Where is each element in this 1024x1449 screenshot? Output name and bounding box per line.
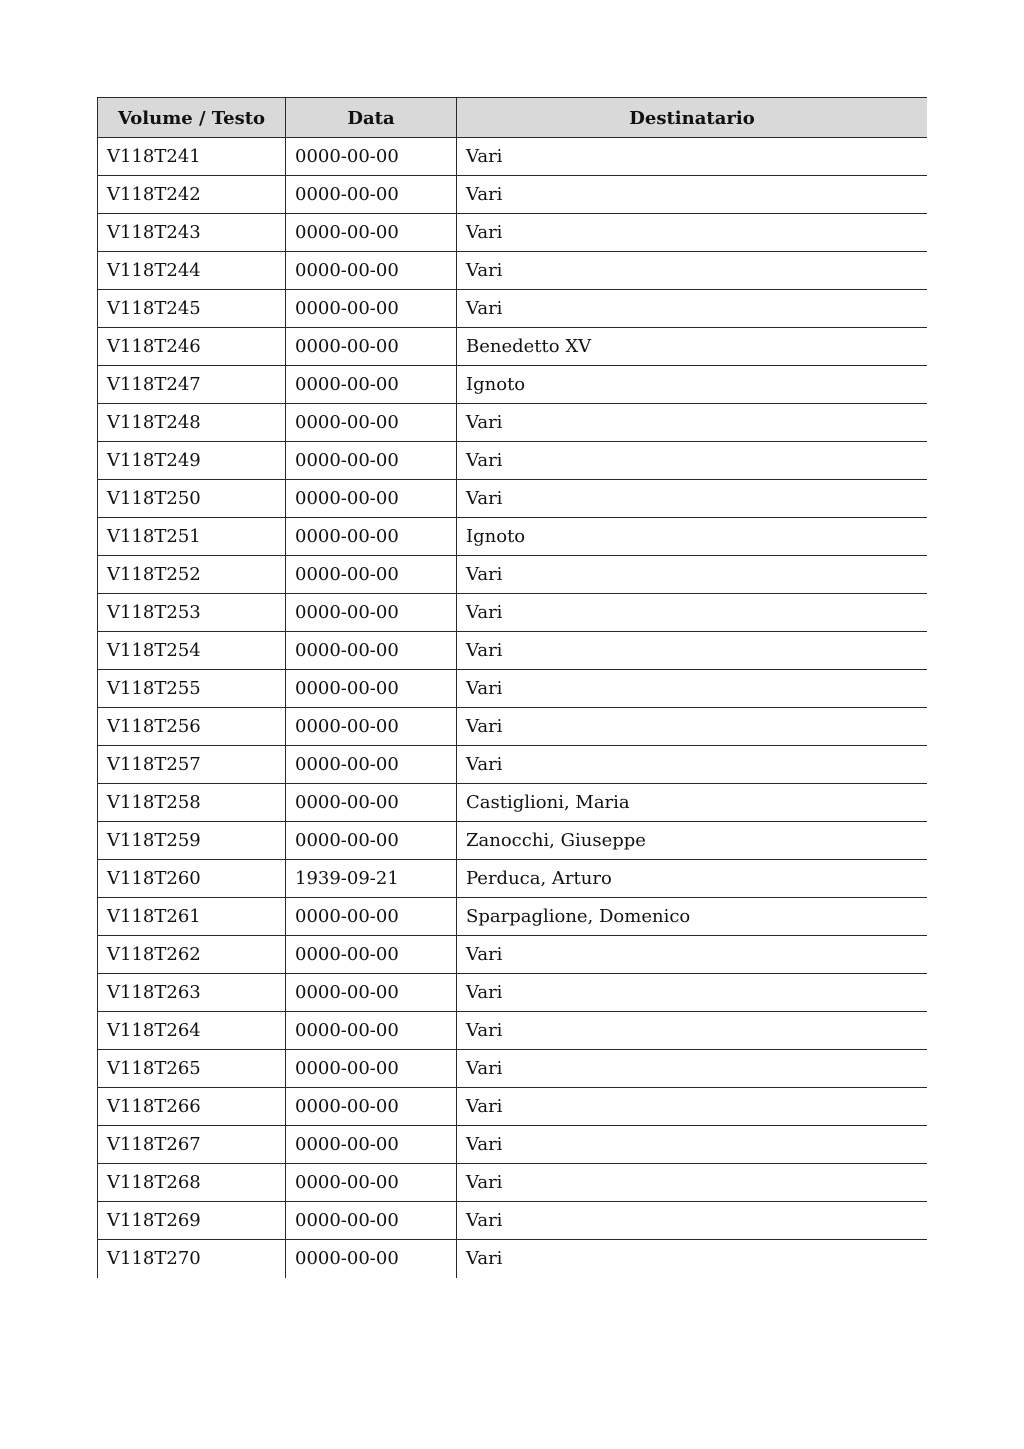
cell-volume-testo: V118T269: [98, 1202, 286, 1240]
table-row: [98, 936, 928, 974]
letters-table: [97, 97, 927, 1278]
cell-data: 0000-00-00: [286, 1012, 457, 1050]
cell-volume-testo: V118T250: [98, 480, 286, 518]
cell-volume-testo: V118T245: [98, 290, 286, 328]
table-row: [98, 252, 928, 290]
cell-data: 0000-00-00: [286, 366, 457, 404]
table-row: [98, 290, 928, 328]
cell-data: 0000-00-00: [286, 1050, 457, 1088]
cell-data: 0000-00-00: [286, 670, 457, 708]
table-row: [98, 594, 928, 632]
header-row: [98, 98, 928, 138]
cell-data: 0000-00-00: [286, 518, 457, 556]
cell-data: 0000-00-00: [286, 746, 457, 784]
cell-volume-testo: V118T257: [98, 746, 286, 784]
cell-destinatario: Vari: [457, 1164, 928, 1202]
table-container: [97, 97, 927, 1312]
cell-data: 0000-00-00: [286, 442, 457, 480]
cell-volume-testo: V118T252: [98, 556, 286, 594]
header-volume-testo: Volume / Testo: [98, 98, 286, 138]
cell-destinatario: Benedetto XV: [457, 328, 928, 366]
table-row: [98, 632, 928, 670]
cell-destinatario: Vari: [457, 404, 928, 442]
cell-volume-testo: V118T259: [98, 822, 286, 860]
cell-destinatario: Vari: [457, 480, 928, 518]
table-row: [98, 746, 928, 784]
cell-volume-testo: V118T263: [98, 974, 286, 1012]
cell-volume-testo: V118T262: [98, 936, 286, 974]
cell-destinatario: Castiglioni, Maria: [457, 784, 928, 822]
cell-destinatario: Vari: [457, 1240, 928, 1278]
cell-destinatario: Vari: [457, 1088, 928, 1126]
cell-data: 0000-00-00: [286, 822, 457, 860]
cell-data: 0000-00-00: [286, 594, 457, 632]
cell-destinatario: Vari: [457, 670, 928, 708]
cell-volume-testo: V118T264: [98, 1012, 286, 1050]
table-row: [98, 442, 928, 480]
table-row: [98, 214, 928, 252]
table-row: [98, 708, 928, 746]
cell-destinatario: Vari: [457, 176, 928, 214]
cell-data: 0000-00-00: [286, 1240, 457, 1278]
cell-volume-testo: V118T244: [98, 252, 286, 290]
cell-data: 0000-00-00: [286, 556, 457, 594]
cell-data: 0000-00-00: [286, 214, 457, 252]
table-row: [98, 556, 928, 594]
cell-volume-testo: V118T248: [98, 404, 286, 442]
cell-data: 0000-00-00: [286, 898, 457, 936]
cell-volume-testo: V118T249: [98, 442, 286, 480]
cell-volume-testo: V118T261: [98, 898, 286, 936]
table-row: [98, 518, 928, 556]
cell-data: 0000-00-00: [286, 1126, 457, 1164]
table-row: [98, 670, 928, 708]
cell-volume-testo: V118T247: [98, 366, 286, 404]
table-row: [98, 1164, 928, 1202]
cell-volume-testo: V118T267: [98, 1126, 286, 1164]
cell-data: 0000-00-00: [286, 1088, 457, 1126]
cell-volume-testo: V118T268: [98, 1164, 286, 1202]
cell-destinatario: Vari: [457, 632, 928, 670]
cell-destinatario: Vari: [457, 594, 928, 632]
cell-destinatario: Vari: [457, 1012, 928, 1050]
cell-destinatario: Vari: [457, 252, 928, 290]
table-row: [98, 1012, 928, 1050]
cell-destinatario: Vari: [457, 556, 928, 594]
table-row: [98, 1240, 928, 1278]
cell-destinatario: Ignoto: [457, 518, 928, 556]
cell-volume-testo: V118T253: [98, 594, 286, 632]
table-row: [98, 176, 928, 214]
cell-volume-testo: V118T242: [98, 176, 286, 214]
header-data: Data: [286, 98, 457, 138]
cell-data: 0000-00-00: [286, 176, 457, 214]
cell-volume-testo: V118T246: [98, 328, 286, 366]
cell-destinatario: Ignoto: [457, 366, 928, 404]
cell-volume-testo: V118T243: [98, 214, 286, 252]
header-destinatario: Destinatario: [457, 98, 928, 138]
cell-data: 0000-00-00: [286, 784, 457, 822]
cell-volume-testo: V118T256: [98, 708, 286, 746]
table-row: [98, 1050, 928, 1088]
table-row: [98, 898, 928, 936]
table-row: [98, 822, 928, 860]
cell-destinatario: Vari: [457, 1126, 928, 1164]
cell-volume-testo: V118T270: [98, 1240, 286, 1278]
table-row: [98, 784, 928, 822]
table-row: [98, 366, 928, 404]
table-row: [98, 328, 928, 366]
cell-volume-testo: V118T265: [98, 1050, 286, 1088]
table-body: [98, 138, 928, 1278]
cell-destinatario: Vari: [457, 936, 928, 974]
cell-data: 0000-00-00: [286, 1202, 457, 1240]
cell-data: 0000-00-00: [286, 1164, 457, 1202]
table-header: [98, 98, 928, 138]
cell-volume-testo: V118T241: [98, 138, 286, 176]
cell-data: 1939-09-21: [286, 860, 457, 898]
table-row: [98, 974, 928, 1012]
cell-data: 0000-00-00: [286, 404, 457, 442]
cell-data: 0000-00-00: [286, 936, 457, 974]
table-row: [98, 1202, 928, 1240]
cell-volume-testo: V118T260: [98, 860, 286, 898]
cell-destinatario: Vari: [457, 974, 928, 1012]
cell-destinatario: Sparpaglione, Domenico: [457, 898, 928, 936]
table-row: [98, 480, 928, 518]
cell-destinatario: Vari: [457, 290, 928, 328]
cell-volume-testo: V118T251: [98, 518, 286, 556]
table-row: [98, 1126, 928, 1164]
cell-data: 0000-00-00: [286, 632, 457, 670]
cell-data: 0000-00-00: [286, 974, 457, 1012]
cell-destinatario: Vari: [457, 1050, 928, 1088]
cell-data: 0000-00-00: [286, 290, 457, 328]
cell-data: 0000-00-00: [286, 708, 457, 746]
cell-data: 0000-00-00: [286, 252, 457, 290]
cell-destinatario: Perduca, Arturo: [457, 860, 928, 898]
table-row: [98, 860, 928, 898]
table-row: [98, 138, 928, 176]
cell-destinatario: Vari: [457, 442, 928, 480]
cell-destinatario: Zanocchi, Giuseppe: [457, 822, 928, 860]
cell-volume-testo: V118T255: [98, 670, 286, 708]
cell-destinatario: Vari: [457, 1202, 928, 1240]
table-row: [98, 404, 928, 442]
cell-data: 0000-00-00: [286, 138, 457, 176]
cell-data: 0000-00-00: [286, 328, 457, 366]
cell-destinatario: Vari: [457, 214, 928, 252]
cell-destinatario: Vari: [457, 746, 928, 784]
cell-destinatario: Vari: [457, 138, 928, 176]
cell-data: 0000-00-00: [286, 480, 457, 518]
cell-volume-testo: V118T266: [98, 1088, 286, 1126]
cell-destinatario: Vari: [457, 708, 928, 746]
cell-volume-testo: V118T258: [98, 784, 286, 822]
cell-volume-testo: V118T254: [98, 632, 286, 670]
table-row: [98, 1088, 928, 1126]
